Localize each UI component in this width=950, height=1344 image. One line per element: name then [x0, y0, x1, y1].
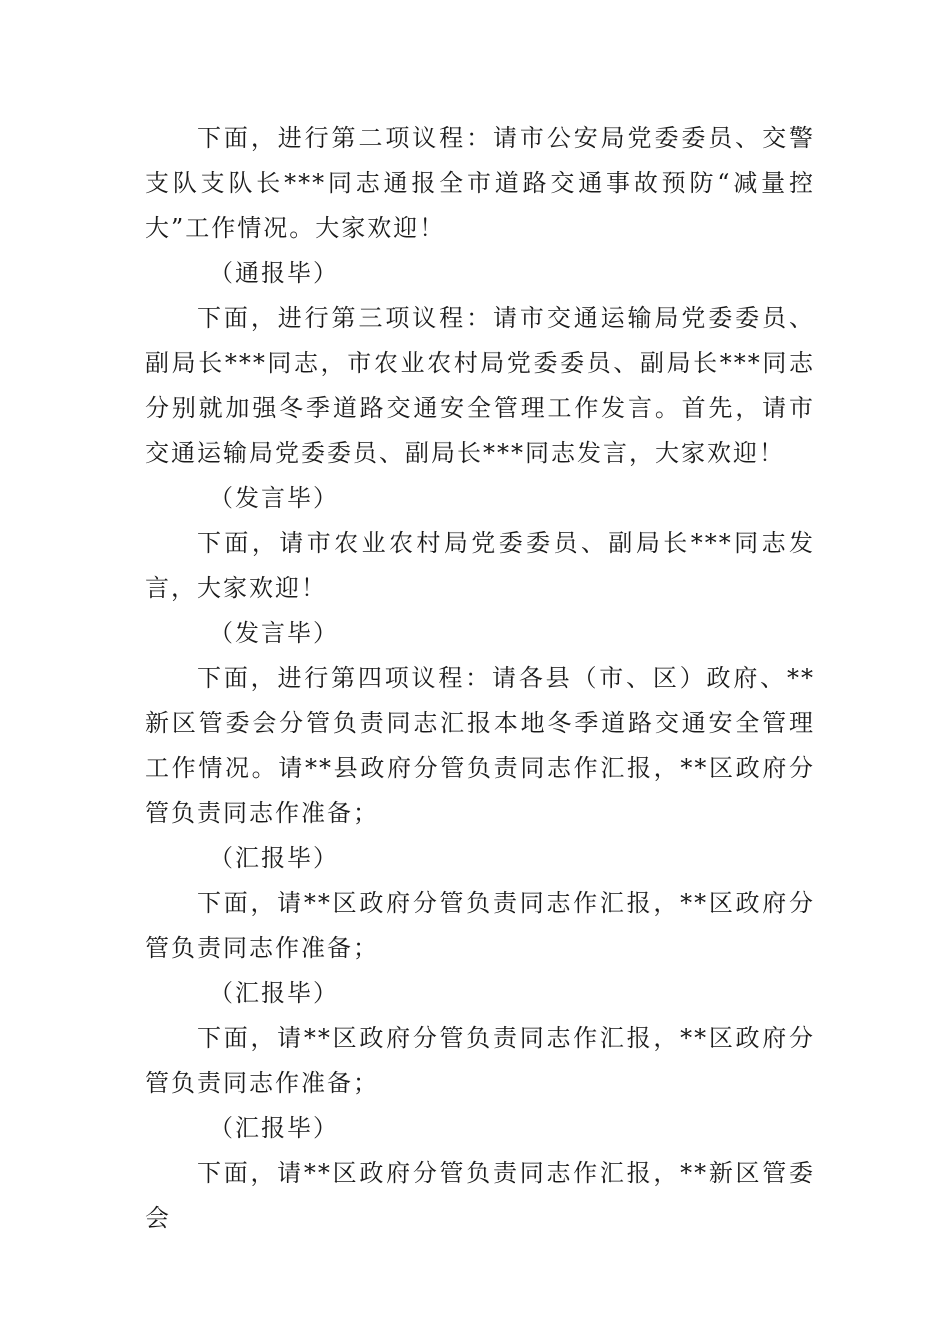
- stage-note: （通报毕）: [209, 259, 339, 287]
- report-paragraph: 下面，请**区政府分管负责同志作汇报，**区政府分管负责同志作准备；: [145, 889, 815, 962]
- stage-note: （汇报毕）: [209, 1114, 339, 1142]
- stage-note: （汇报毕）: [209, 844, 339, 872]
- stage-note: （汇报毕）: [209, 979, 339, 1007]
- stage-note: （发言毕）: [209, 484, 339, 512]
- speech-paragraph: 下面，请市农业农村局党委委员、副局长***同志发言，大家欢迎！: [145, 529, 815, 602]
- report-paragraph: 下面，请**区政府分管负责同志作汇报，**新区管委会: [145, 1159, 815, 1232]
- stage-note: （发言毕）: [209, 619, 339, 647]
- agenda-item-3-paragraph: 下面，进行第三项议程：请市交通运输局党委委员、副局长***同志，市农业农村局党委委员、副局长***同志分别就加强冬季道路交通安全管理工作发言。首先，请市交通运输局党委委员、副局长***同志发言，大家欢迎！: [145, 304, 815, 467]
- agenda-item-4-paragraph: 下面，进行第四项议程：请各县（市、区）政府、**新区管委会分管负责同志汇报本地冬季道路交通安全管理工作情况。请**县政府分管负责同志作汇报，**区政府分管负责同志作准备；: [145, 664, 815, 827]
- document-body: [145, 116, 815, 1241]
- report-paragraph: 下面，请**区政府分管负责同志作汇报，**区政府分管负责同志作准备；: [145, 1024, 815, 1097]
- agenda-item-2-paragraph: 下面，进行第二项议程：请市公安局党委委员、交警支队支队长***同志通报全市道路交通事故预防“减量控大”工作情况。大家欢迎！: [145, 124, 815, 242]
